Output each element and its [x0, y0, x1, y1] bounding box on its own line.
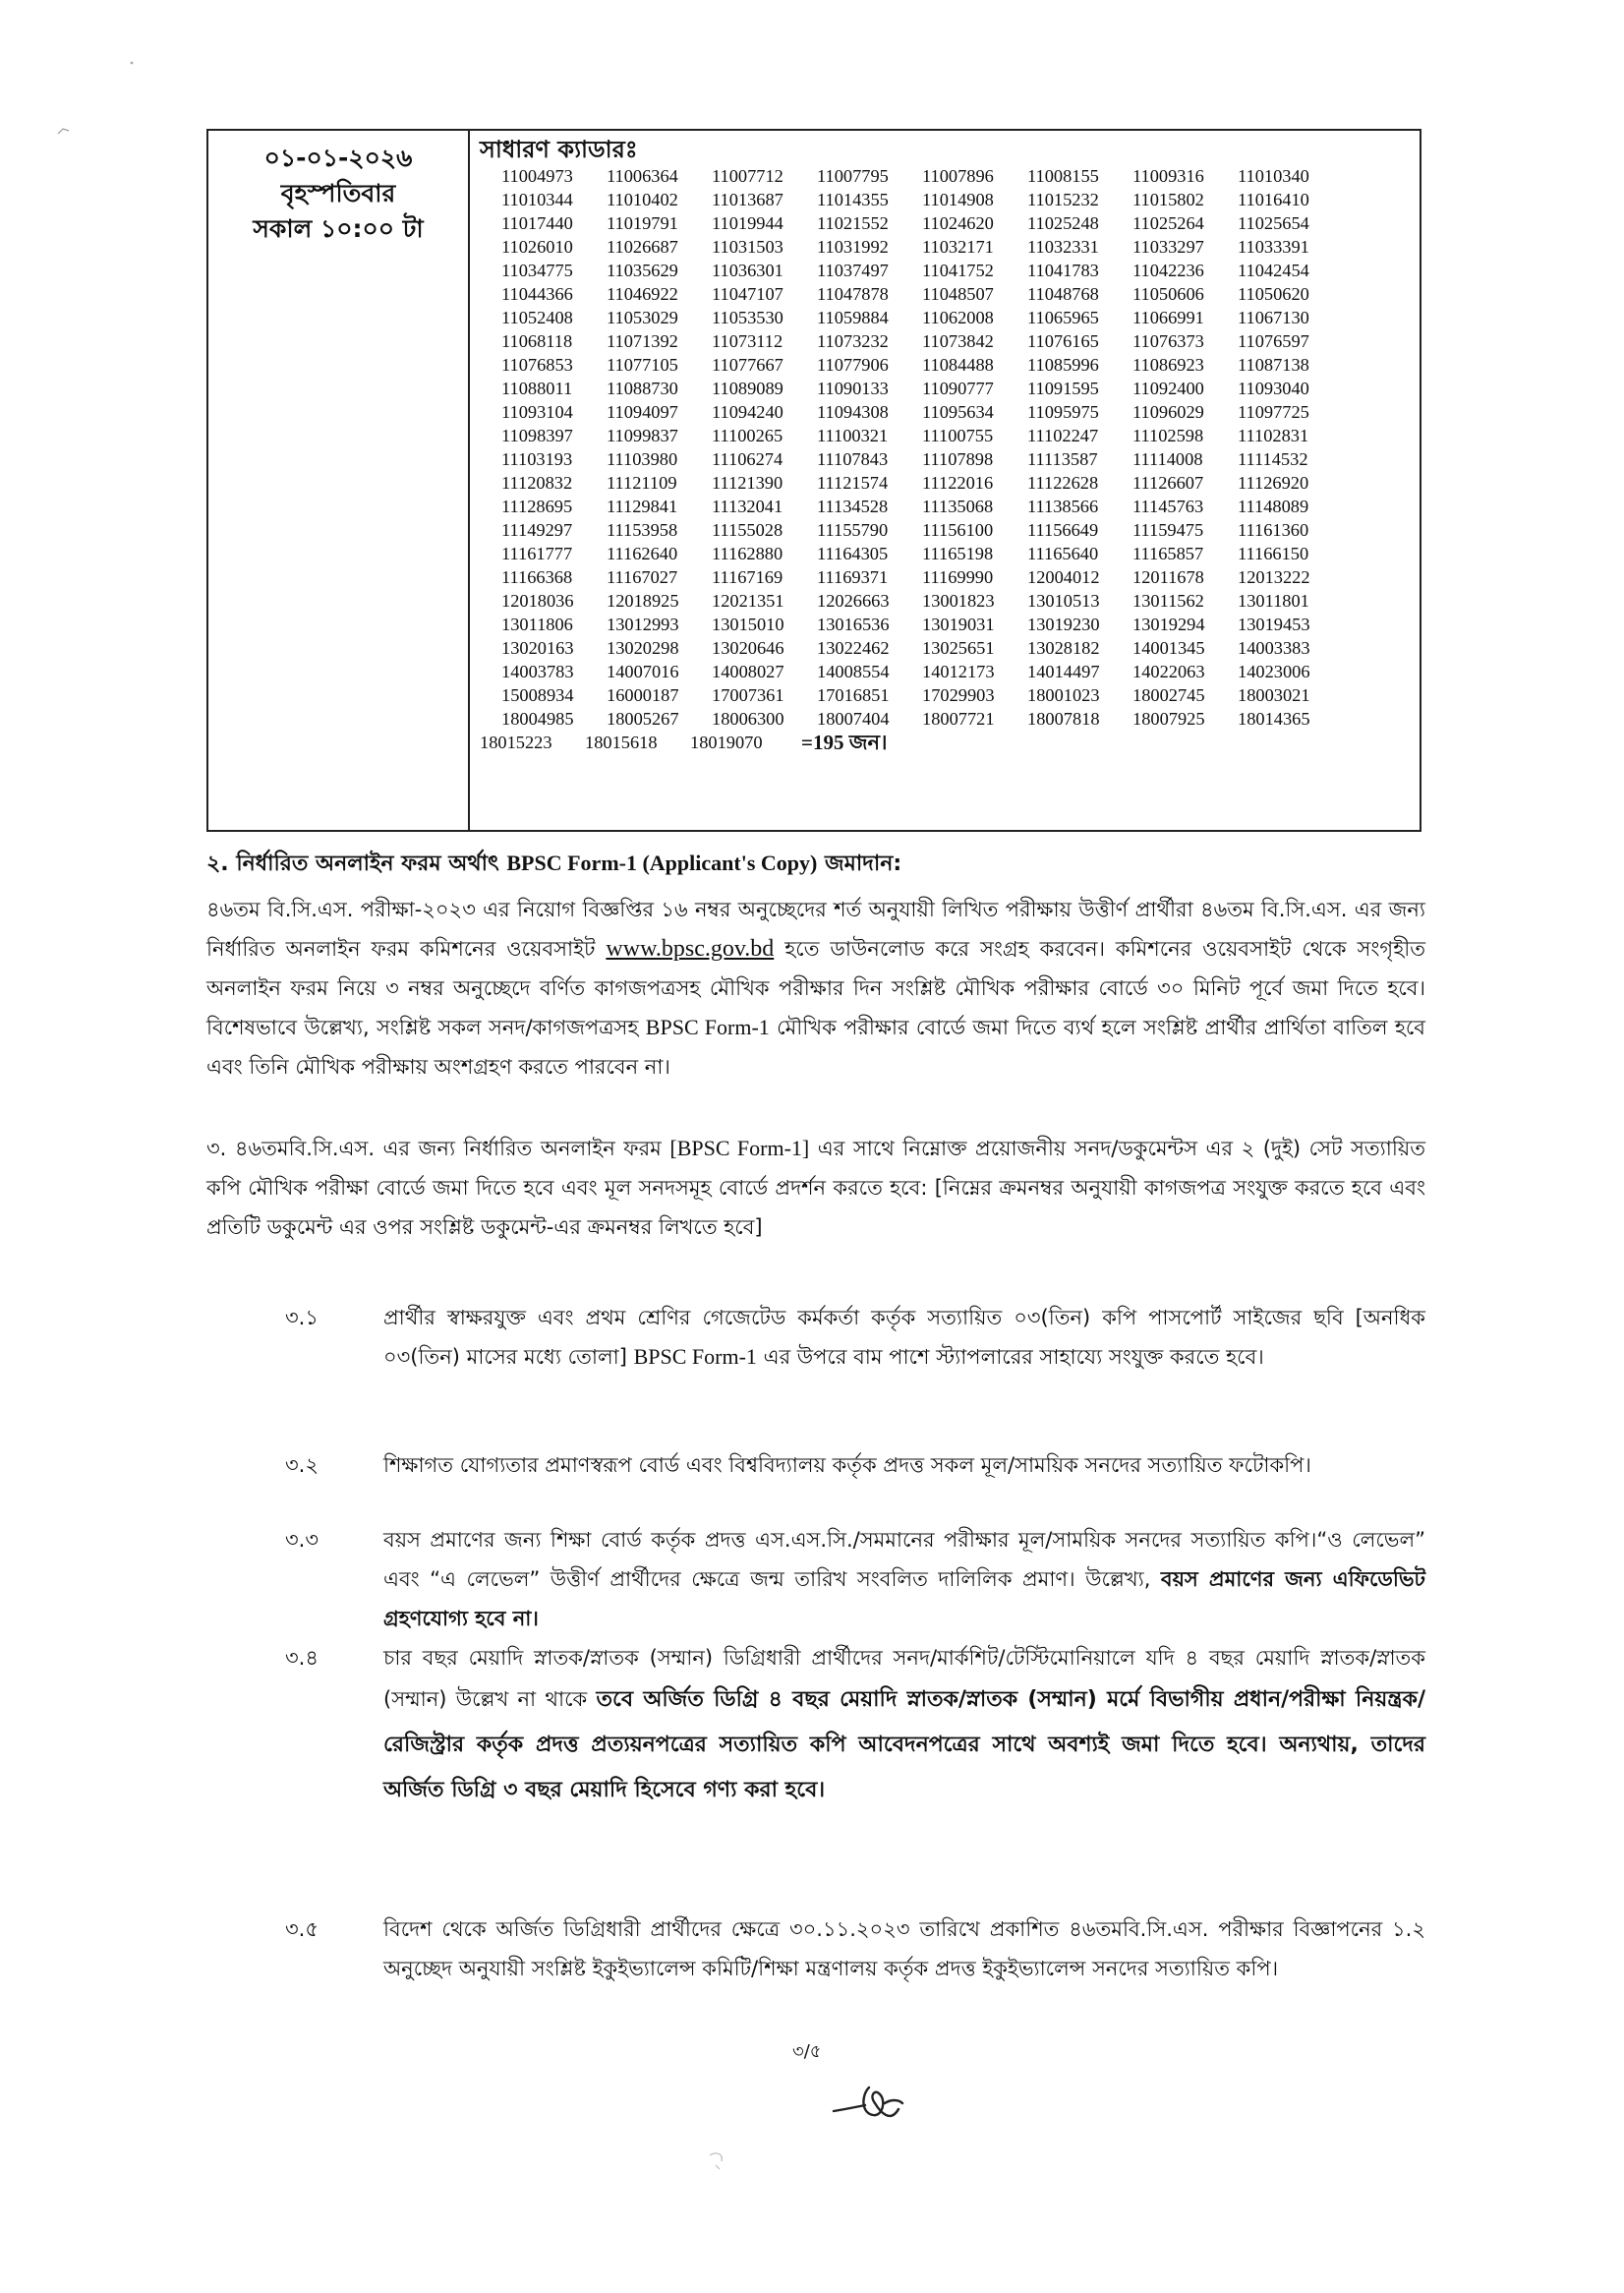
roll-number: 11122016 [922, 473, 994, 493]
item-text: বয়স প্রমাণের জন্য শিক্ষা বোর্ড কর্তৃক প্রদত্ত এস.এস.সি./সমমানের পরীক্ষার মূল/সাময়িক সনদের সত্যায়িত কপি।“ও লেভেল” এবং “এ লেভেল” উত্তীর্ণ প্রার্থীদের ক্ষেত্রে জন্ম তারিখ সংবলিত দালিলিক প্রমাণ। উল্লেখ্য, [383, 1528, 1425, 1591]
roll-numbers-cell [470, 131, 1420, 830]
roll-number: 13015010 [712, 615, 784, 634]
roll-number: 11156100 [922, 520, 994, 540]
roll-number: 18015223 [480, 733, 552, 752]
roll-number: 11138566 [1027, 497, 1099, 516]
roll-number: 11129841 [607, 497, 678, 516]
roll-number: 18002745 [1132, 685, 1205, 705]
roll-number: 13028182 [1027, 638, 1100, 658]
roll-number: 11025264 [1132, 213, 1204, 233]
roll-number: 11161777 [501, 544, 573, 563]
roll-number: 11021552 [817, 213, 889, 233]
item-bold-text: বয়স প্রমাণের জন্য এফিডেভিট গ্রহণযোগ্য হবে না। [383, 1567, 1425, 1630]
roll-number: 11085996 [1027, 355, 1099, 375]
document-item [285, 1638, 1425, 1813]
roll-number: 11025654 [1238, 213, 1309, 233]
roll-number: 11165857 [1132, 544, 1204, 563]
roll-number: 12018036 [501, 591, 574, 611]
roll-number: 13020298 [607, 638, 679, 658]
roll-number: 11026687 [607, 237, 678, 257]
roll-number: 11135068 [922, 497, 994, 516]
section-2-text-2: হতে ডাউনলোড করে সংগ্রহ করবেন। কমিশনের ওয়েবসাইট থেকে সংগৃহীত অনলাইন ফরম নিয়ে ৩ নম্বর অনুচ্ছেদে বর্ণিত কাগজপত্রসহ মৌখিক পরীক্ষার দিন সংশ্লিষ্ট মৌখিক পরীক্ষার বোর্ডে ৩০ মিনিট পূর্বে জমা দিতে হবে। বিশেষভাবে উল্লেখ্য, সংশ্লিষ্ট সকল সনদ/কাগজপত্রসহ [206, 937, 1425, 1039]
roll-number-row [480, 707, 1420, 731]
roll-number: 11073232 [817, 331, 889, 351]
roll-number: 11066991 [1132, 308, 1204, 327]
roll-number: 11047107 [712, 284, 783, 304]
roll-number: 11167027 [607, 567, 678, 587]
item-text-continued: এর উপরে বাম পাশে স্ট্যাপলারের সাহায্যে সংযুক্ত করতে হবে। [763, 1345, 1264, 1369]
roll-number: 11153958 [607, 520, 678, 540]
roll-number: 11107843 [817, 449, 889, 469]
roll-number: 11068118 [501, 331, 573, 351]
roll-number: 11091595 [1027, 379, 1099, 398]
roll-number: 11015802 [1132, 190, 1204, 209]
roll-number: 11048507 [922, 284, 994, 304]
roll-number-row [480, 613, 1420, 636]
roll-number: 11048768 [1027, 284, 1099, 304]
roll-number: 18004985 [501, 709, 574, 729]
schedule-time: সকাল ১০:০০ টা [253, 214, 424, 243]
section-3-intro-b: এর সাথে নিম্নোক্ত প্রয়োজনীয় সনদ/ডকুমেন্টস এর ২ (দুই) সেট সত্যায়িত কপি মৌখিক পরীক্ষা বোর্ডে জমা দিতে হবে এবং মূল সনদসমূহ বোর্ডে প্রদর্শন করতে হবে: [206, 1137, 1425, 1200]
roll-number-row [480, 542, 1420, 565]
roll-number: 11094308 [817, 402, 889, 422]
roll-number: 11087138 [1238, 355, 1309, 375]
roll-number: 11006364 [607, 166, 678, 186]
roll-number: 11100321 [817, 426, 889, 445]
roll-number: 13010513 [1027, 591, 1100, 611]
scan-speck [57, 126, 71, 136]
roll-number: 18019070 [690, 733, 763, 752]
section-2-heading [206, 844, 1425, 884]
roll-number: 11094240 [712, 402, 783, 422]
roll-number: 11008155 [1027, 166, 1099, 186]
roll-number: 11166368 [501, 567, 573, 587]
scan-speck [128, 59, 136, 67]
roll-number: 13019294 [1132, 615, 1205, 634]
schedule-day: বৃহস্পতিবার [280, 179, 396, 207]
roll-number-row [480, 377, 1420, 400]
roll-number: 11042236 [1132, 261, 1204, 280]
section-2-heading-prefix: ২. নির্ধারিত অনলাইন ফরম অর্থাৎ [206, 852, 507, 876]
roll-number: 13019230 [1027, 615, 1100, 634]
roll-number-row [480, 447, 1420, 471]
roll-number: 11099837 [607, 426, 678, 445]
section-2-form-name: BPSC Form-1 [645, 1015, 770, 1039]
roll-number: 17007361 [712, 685, 784, 705]
roll-number: 14023006 [1238, 662, 1310, 681]
roll-number: 11015232 [1027, 190, 1099, 209]
roll-number: 11107898 [922, 449, 994, 469]
roll-number: 11077667 [712, 355, 783, 375]
roll-number: 11047878 [817, 284, 889, 304]
roll-number: 12011678 [1132, 567, 1204, 587]
candidate-total: =195 জন। [801, 731, 888, 754]
roll-number: 14008554 [817, 662, 890, 681]
roll-number: 11041783 [1027, 261, 1099, 280]
roll-number: 11076597 [1238, 331, 1309, 351]
roll-number: 11090133 [817, 379, 889, 398]
roll-number: 14012173 [922, 662, 995, 681]
roll-number: 11095634 [922, 402, 994, 422]
bpsc-website-link[interactable]: www.bpsc.gov.bd [606, 936, 775, 962]
item-text: চার বছর মেয়াদি স্নাতক/স্নাতক (সম্মান) ডিগ্রিধারী প্রার্থীদের সনদ/মার্কশিট/টেস্টিমোনিয়ালে যদি ৪ বছর মেয়াদি স্নাতক/স্নাতক (সম্মান) উল্লেখ না থাকে [383, 1646, 1425, 1711]
roll-number: 16000187 [607, 685, 679, 705]
roll-number: 11088011 [501, 379, 573, 398]
roll-number: 11013687 [712, 190, 783, 209]
roll-number: 17029903 [922, 685, 995, 705]
roll-number: 11134528 [817, 497, 889, 516]
roll-number: 11155028 [712, 520, 783, 540]
item-text: প্রার্থীর স্বাক্ষরযুক্ত এবং প্রথম শ্রেণির গেজেটেড কর্মকর্তা কর্তৃক সত্যায়িত ০৩(তিন) কপি পাসপোর্ট সাইজের ছবি [অনধিক ০৩(তিন) মাসের মধ্যে তোলা] [383, 1306, 1425, 1369]
roll-number: 15008934 [501, 685, 574, 705]
roll-number-row [480, 306, 1420, 329]
roll-number: 11121109 [607, 473, 677, 493]
roll-number-row [480, 188, 1420, 211]
roll-number: 11004973 [501, 166, 573, 186]
roll-number: 13019031 [922, 615, 995, 634]
roll-number: 11053530 [712, 308, 783, 327]
roll-number: 12004012 [1027, 567, 1100, 587]
roll-number: 11014355 [817, 190, 889, 209]
schedule-date: ০১-০১-২০২৬ [263, 144, 413, 172]
roll-number: 11009316 [1132, 166, 1204, 186]
roll-number: 11122628 [1027, 473, 1099, 493]
roll-number: 13001823 [922, 591, 995, 611]
roll-number-list [480, 164, 1420, 754]
roll-number: 11071392 [607, 331, 678, 351]
item-bold-text: তবে অর্জিত ডিগ্রি ৪ বছর মেয়াদি স্নাতক/স্নাতক (সম্মান) মর্মে বিভাগীয় প্রধান/পরীক্ষা নিয়ন্ত্রক/রেজিস্ট্রার কর্তৃক প্রদত্ত প্রত্যয়নপত্রের সত্যায়িত কপি আবেদনপত্রের সাথে অবশ্যই জমা দিতে হবে। অন্যথায়, তাদের অর্জিত ডিগ্রি ৩ বছর মেয়াদি হিসেবে গণ্য করা হবে। [383, 1687, 1425, 1802]
roll-number-row [480, 282, 1420, 306]
roll-number: 11050620 [1238, 284, 1309, 304]
roll-number: 11169371 [817, 567, 889, 587]
section-3-intro [206, 1129, 1425, 1247]
roll-number: 11167169 [712, 567, 783, 587]
roll-number: 11092400 [1132, 379, 1204, 398]
roll-number: 11120832 [501, 473, 573, 493]
section-2-heading-form: BPSC Form-1 (Applicant's Copy) [506, 851, 818, 875]
roll-number: 11010340 [1238, 166, 1309, 186]
item-text: শিক্ষাগত যোগ্যতার প্রমাণস্বরূপ বোর্ড এবং বিশ্ববিদ্যালয় কর্তৃক প্রদত্ত সকল মূল/সাময়িক সনদের সত্যায়িত ফটোকপি। [383, 1453, 1311, 1477]
roll-number: 11094097 [607, 402, 678, 422]
roll-number: 11086923 [1132, 355, 1204, 375]
roll-number-row [480, 424, 1420, 447]
roll-number-row [480, 518, 1420, 542]
roll-number-row [480, 353, 1420, 377]
roll-number: 11114008 [1132, 449, 1203, 469]
roll-number: 11037497 [817, 261, 889, 280]
roll-number: 14007016 [607, 662, 679, 681]
item-number: ৩.৫ [285, 1917, 319, 1941]
roll-number: 11132041 [712, 497, 783, 516]
roll-number: 11121574 [817, 473, 889, 493]
roll-number: 18015618 [585, 733, 658, 752]
document-item [285, 1910, 1425, 1988]
roll-number: 11102247 [1027, 426, 1099, 445]
roll-number: 11073112 [712, 331, 783, 351]
roll-number: 11067130 [1238, 308, 1309, 327]
roll-number: 11014908 [922, 190, 994, 209]
roll-number: 11089089 [712, 379, 783, 398]
roll-number: 11126607 [1132, 473, 1204, 493]
roll-number: 18007818 [1027, 709, 1100, 729]
roll-number: 11073842 [922, 331, 994, 351]
roll-number: 11100755 [922, 426, 994, 445]
roll-number: 18006300 [712, 709, 784, 729]
roll-number: 11050606 [1132, 284, 1204, 304]
roll-number: 18001023 [1027, 685, 1100, 705]
roll-number: 11159475 [1132, 520, 1204, 540]
roll-number: 11077906 [817, 355, 889, 375]
roll-number: 11053029 [607, 308, 678, 327]
item-number: ৩.১ [285, 1306, 319, 1329]
roll-number-row [480, 565, 1420, 589]
roll-number: 11032331 [1027, 237, 1099, 257]
roll-number: 11026010 [501, 237, 573, 257]
roll-number: 13019453 [1238, 615, 1310, 634]
roll-number: 11076165 [1027, 331, 1099, 351]
roll-number: 11059884 [817, 308, 889, 327]
roll-number: 11169990 [922, 567, 994, 587]
roll-number: 17016851 [817, 685, 890, 705]
roll-number: 11077105 [607, 355, 678, 375]
roll-number: 11062008 [922, 308, 994, 327]
roll-number: 11095975 [1027, 402, 1099, 422]
roll-number: 14003383 [1238, 638, 1310, 658]
roll-number: 11007712 [712, 166, 783, 186]
roll-number: 11025248 [1027, 213, 1099, 233]
section-2-text-3: মৌখিক পরীক্ষার বোর্ডে জমা দিতে ব্যর্থ হলে সংশ্লিষ্ট প্রার্থীর প্রার্থিতা বাতিল হবে এবং তিনি মৌখিক পরীক্ষায় অংশগ্রহণ করতে পারবেন না। [206, 1016, 1425, 1079]
roll-number: 13011801 [1238, 591, 1309, 611]
section-3-form-name: [BPSC Form-1] [669, 1136, 810, 1160]
document-item [285, 1298, 1425, 1377]
roll-number: 11161360 [1238, 520, 1309, 540]
item-text: বিদেশ থেকে অর্জিত ডিগ্রিধারী প্রার্থীদের ক্ষেত্রে ৩০.১১.২০২৩ তারিখে প্রকাশিত ৪৬তমবি.সি.এস. পরীক্ষার বিজ্ঞাপনের ১.২ অনুচ্ছেদ অনুযায়ী সংশ্লিষ্ট ইকুইভ্যালেন্স কমিটি/শিক্ষা মন্ত্রণালয় কর্তৃক প্রদত্ত ইকুইভ্যালেন্স সনদের সত্যায়িত কপি। [383, 1917, 1425, 1980]
roll-number: 13022462 [817, 638, 890, 658]
roll-number: 11148089 [1238, 497, 1309, 516]
document-item [285, 1520, 1425, 1638]
roll-number: 11010344 [501, 190, 573, 209]
roll-number: 11162880 [712, 544, 783, 563]
roll-number: 13020646 [712, 638, 784, 658]
roll-number-row [480, 660, 1420, 683]
roll-number: 11096029 [1132, 402, 1204, 422]
roll-number: 11098397 [501, 426, 573, 445]
roll-number: 11155790 [817, 520, 889, 540]
signature-mark [826, 2070, 924, 2139]
scan-speck [706, 2149, 729, 2173]
roll-number: 11166150 [1238, 544, 1309, 563]
schedule-datetime-cell [208, 131, 470, 830]
roll-number-row [480, 329, 1420, 353]
roll-number: 11019944 [712, 213, 783, 233]
roll-number: 11052408 [501, 308, 573, 327]
viva-schedule-table [206, 129, 1421, 832]
roll-number: 11100265 [712, 426, 783, 445]
roll-number: 11007795 [817, 166, 889, 186]
cadre-heading: সাধারণ ক্যাডারঃ [480, 136, 638, 163]
roll-number-row [480, 683, 1420, 707]
roll-number: 11017440 [501, 213, 573, 233]
roll-number: 14003783 [501, 662, 574, 681]
roll-number: 11016410 [1238, 190, 1309, 209]
item-form-name: BPSC Form-1 [633, 1344, 757, 1369]
roll-number: 11042454 [1238, 261, 1309, 280]
roll-number: 11165198 [922, 544, 994, 563]
roll-number: 11036301 [712, 261, 783, 280]
roll-number: 12018925 [607, 591, 679, 611]
roll-number: 11102598 [1132, 426, 1204, 445]
roll-number: 11128695 [501, 497, 573, 516]
roll-number: 18007925 [1132, 709, 1205, 729]
roll-number: 11103980 [607, 449, 678, 469]
roll-number: 11106274 [712, 449, 783, 469]
section-3-intro-a: ৩. ৪৬তমবি.সি.এস. এর জন্য নির্ধারিত অনলাইন ফরম [206, 1137, 662, 1160]
roll-number: 11065965 [1027, 308, 1099, 327]
roll-number: 11010402 [607, 190, 678, 209]
roll-number-row [480, 589, 1420, 613]
roll-number-row [480, 164, 1420, 188]
roll-number: 11041752 [922, 261, 994, 280]
roll-number: 18003021 [1238, 685, 1310, 705]
roll-number-row [480, 259, 1420, 282]
section-2-text-1: ৪৬তম বি.সি.এস. পরীক্ষা-২০২৩ এর নিয়োগ বিজ্ঞপ্তির ১৬ নম্বর অনুচ্ছেদের শর্ত অনুযায়ী লিখিত পরীক্ষায় উত্তীর্ণ প্রার্থীরা ৪৬তম বি.সি.এস. এর জন্য নির্ধারিত অনলাইন ফরম কমিশনের ওয়েবসাইট [206, 898, 1425, 961]
roll-number: 11093040 [1238, 379, 1309, 398]
roll-number: 18007721 [922, 709, 995, 729]
roll-number: 11121390 [712, 473, 783, 493]
roll-number: 13025651 [922, 638, 995, 658]
section-3-note: [নিম্নের ক্রমনম্বর অনুযায়ী কাগজপত্র সংযুক্ত করতে হবে এবং প্রতিটি ডকুমেন্ট এর ওপর সংশ্লিষ্ট ডকুমেন্ট-এর ক্রমনম্বর লিখতে হবে] [206, 1176, 1425, 1239]
section-2-heading-suffix: জমাদান: [817, 852, 902, 876]
item-number: ৩.২ [285, 1453, 319, 1477]
roll-number: 14008027 [712, 662, 784, 681]
roll-number-row [480, 636, 1420, 660]
roll-number: 11019791 [607, 213, 678, 233]
roll-number: 11032171 [922, 237, 994, 257]
roll-number: 11088730 [607, 379, 678, 398]
roll-number: 11090777 [922, 379, 994, 398]
roll-number: 11145763 [1132, 497, 1204, 516]
roll-number: 11035629 [607, 261, 678, 280]
roll-number: 13011806 [501, 615, 573, 634]
roll-number: 12026663 [817, 591, 890, 611]
item-number: ৩.৩ [285, 1528, 319, 1552]
roll-number-row [480, 235, 1420, 259]
roll-number: 11007896 [922, 166, 994, 186]
roll-number-row-last [480, 731, 1420, 754]
roll-number: 11084488 [922, 355, 994, 375]
roll-number: 11076373 [1132, 331, 1204, 351]
roll-number: 11024620 [922, 213, 994, 233]
roll-number: 11126920 [1238, 473, 1309, 493]
roll-number: 11033391 [1238, 237, 1309, 257]
roll-number: 13016536 [817, 615, 890, 634]
page-number: ৩/৫ [792, 2041, 822, 2062]
roll-number: 11165640 [1027, 544, 1099, 563]
roll-number-row [480, 471, 1420, 495]
document-item [285, 1445, 1425, 1485]
roll-number: 11031503 [712, 237, 783, 257]
roll-number: 14014497 [1027, 662, 1100, 681]
roll-number: 11113587 [1027, 449, 1098, 469]
item-number: ৩.৪ [285, 1646, 319, 1670]
roll-number: 11046922 [607, 284, 678, 304]
roll-number: 18014365 [1238, 709, 1310, 729]
roll-number: 11034775 [501, 261, 573, 280]
roll-number: 12013222 [1238, 567, 1310, 587]
roll-number: 11102831 [1238, 426, 1309, 445]
roll-number: 11162640 [607, 544, 678, 563]
roll-number-row [480, 211, 1420, 235]
roll-number: 13011562 [1132, 591, 1204, 611]
roll-number: 11093104 [501, 402, 573, 422]
section-2-paragraph [206, 890, 1425, 1087]
roll-number-row [480, 495, 1420, 518]
roll-number-row [480, 400, 1420, 424]
roll-number: 18007404 [817, 709, 890, 729]
roll-number: 11097725 [1238, 402, 1309, 422]
roll-number: 11044366 [501, 284, 573, 304]
roll-number: 14001345 [1132, 638, 1205, 658]
roll-number: 12021351 [712, 591, 784, 611]
roll-number: 11031992 [817, 237, 889, 257]
roll-number: 18005267 [607, 709, 679, 729]
roll-number: 13020163 [501, 638, 574, 658]
roll-number: 11114532 [1238, 449, 1308, 469]
roll-number: 11149297 [501, 520, 573, 540]
roll-number: 14022063 [1132, 662, 1205, 681]
roll-number: 11164305 [817, 544, 889, 563]
roll-number: 11103193 [501, 449, 573, 469]
roll-number: 11076853 [501, 355, 573, 375]
roll-number: 13012993 [607, 615, 679, 634]
roll-number: 11033297 [1132, 237, 1204, 257]
roll-number: 11156649 [1027, 520, 1099, 540]
